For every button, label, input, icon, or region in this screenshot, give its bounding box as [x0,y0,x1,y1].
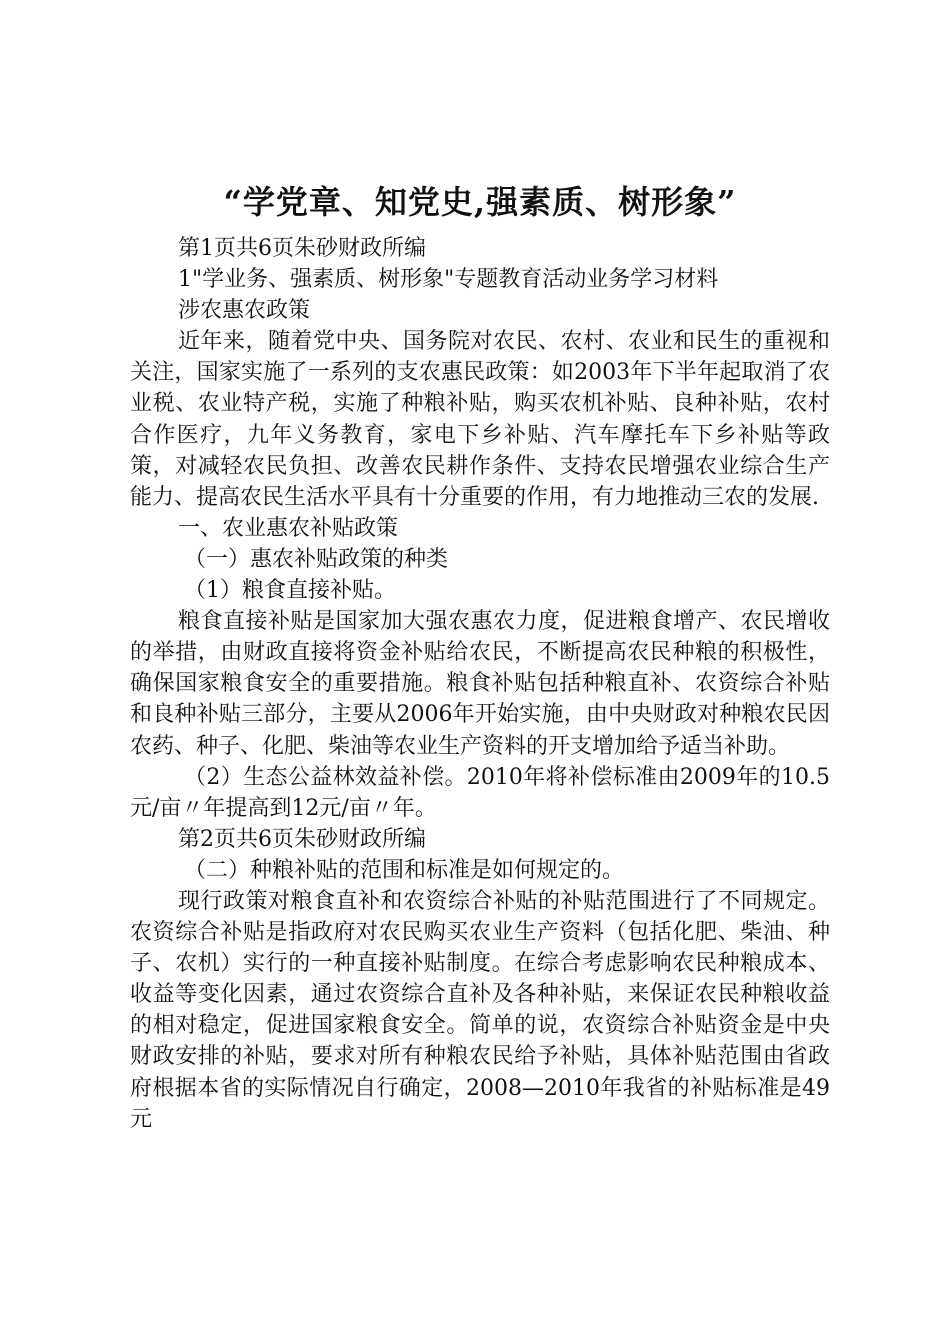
document-title: “学党章、知党史,强素质、树形象” [223,183,737,221]
paragraph: 粮食直接补贴是国家加大强农惠农力度，促进粮食增产、农民增收的举措，由财政直接将资金补贴给农民，不断提高农民种粮的积极性，确保国家粮食安全的重要措施。粮食补贴包括种粮直补、农资综合补贴和良种补贴三部分，主要从2006年开始实施，由中央财政对种粮农民因农药、种子、化肥、柴油等农业生产资料的开支增加给予适当补助。 [130,609,830,759]
paragraph: 第2页共6页朱砂财政所编 [178,826,426,852]
document-body [130,233,830,1135]
paragraph: 现行政策对粮食直补和农资综合补贴的补贴范围进行了不同规定。农资综合补贴是指政府对农民购买农业生产资料（包括化肥、柴油、种子、农机）实行的一种直接补贴制度。在综合考虑影响农民种粮成本、收益等变化因素，通过农资综合直补及各种补贴，来保证农民种粮收益的相对稳定，促进国家粮食安全。简单的说，农资综合补贴资金是中央财政安排的补贴，要求对所有种粮农民给予补贴，具体补贴范围由省政府根据本省的实际情况自行确定，2008—2010年我省的补贴标准是49元 [130,888,830,1132]
paragraph: （1）粮食直接补贴。 [184,578,396,604]
paragraph: （2）生态公益林效益补偿。2010年将补偿标准由2009年的10.5元/亩〃年提高到12元/亩〃年。 [130,764,830,821]
paragraph: 第1页共6页朱砂财政所编 [178,236,426,261]
paragraph: 涉农惠农政策 [178,298,311,324]
paragraph: 1"学业务、强素质、树形象"专题教育活动业务学习材料 [178,267,719,293]
paragraph: （二）种粮补贴的范围和标准是如何规定的。 [184,857,625,883]
paragraph: 一、农业惠农补贴政策 [178,515,399,541]
paragraph: 近年来，随着党中央、国务院对农民、农村、农业和民生的重视和关注，国家实施了一系列的支农惠民政策：如2003年下半年起取消了农业税、农业特产税，实施了种粮补贴，购买农机补贴、良种补贴，农村合作医疗，九年义务教育，家电下乡补贴、汽车摩托车下乡补贴等政策，对减轻农民负担、改善农民耕作条件、支持农民增强农业综合生产能力、提高农民生活水平具有十分重要的作用，有力地推动三农的发展. [130,329,830,510]
document-page [130,182,830,1135]
paragraph: （一）惠农补贴政策的种类 [184,546,449,572]
